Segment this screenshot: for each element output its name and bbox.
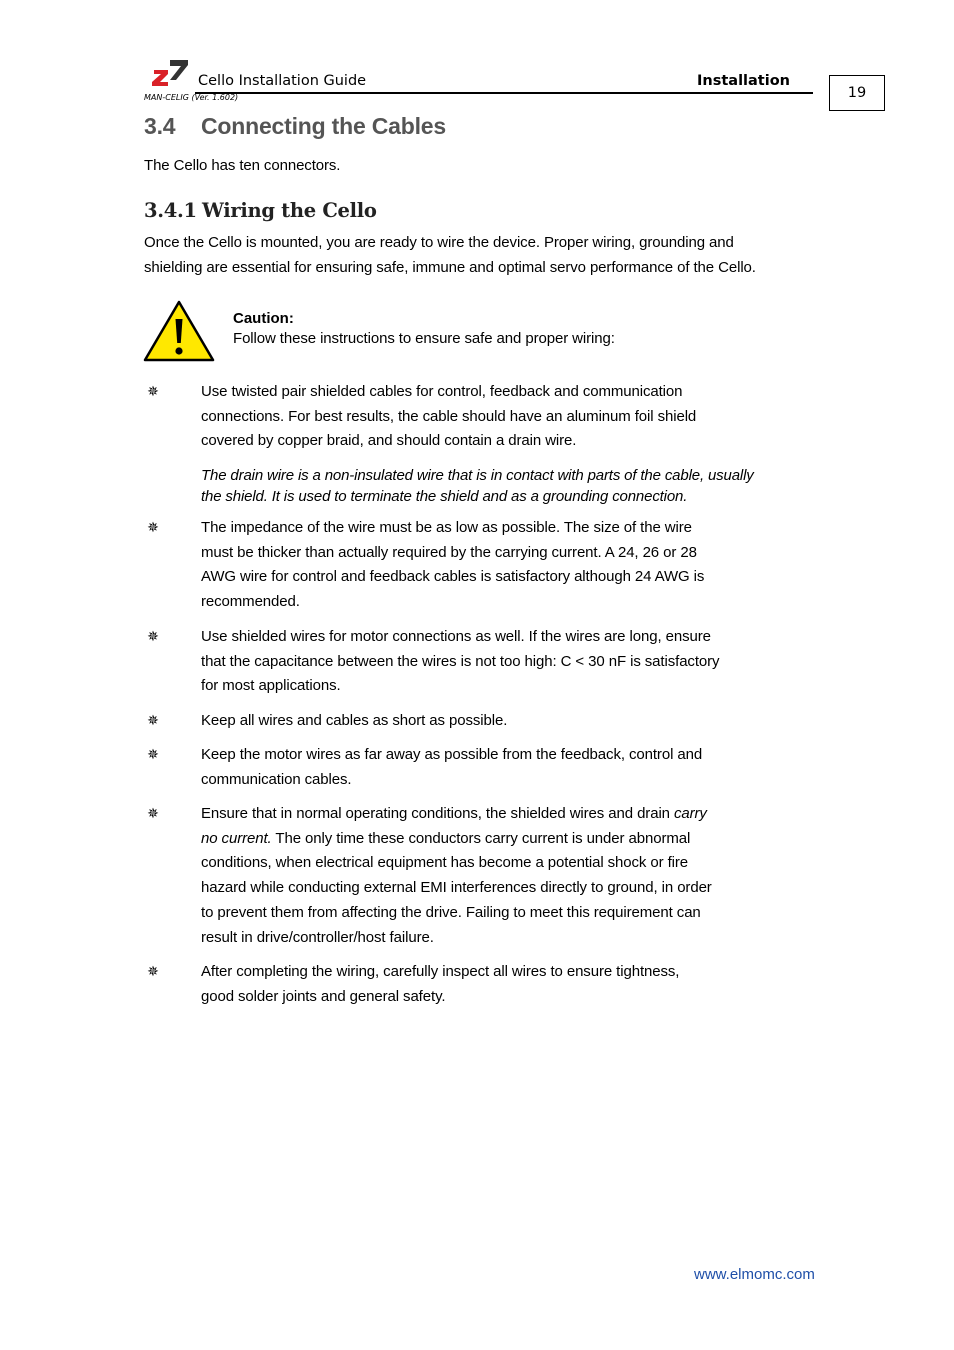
- bullet-line: Keep all wires and cables as short as possible.: [201, 712, 508, 729]
- bullet-item: [201, 516, 704, 615]
- bullet-item: [201, 380, 696, 454]
- bullet-line: good solder joints and general safety.: [201, 987, 446, 1005]
- note-line: the shield. It is used to terminate the shield and as a grounding connection.: [201, 488, 688, 505]
- bullet-line: Use twisted pair shielded cables for control, feedback and communication: [201, 383, 683, 400]
- document-title: Cello Installation Guide: [198, 73, 367, 89]
- bullet-line: [201, 802, 712, 827]
- bullet-icon: ✵: [147, 963, 159, 979]
- bullet-line: [201, 827, 712, 852]
- elmo-logo: [148, 58, 190, 88]
- bullet-item: [201, 709, 507, 734]
- bullet-line: to prevent them from affecting the drive. Failing to meet this requirement can: [201, 903, 701, 921]
- bullet-line: must be thicker than actually required by the carrying current. A 24, 26 or 28: [201, 543, 697, 561]
- bullet-item: [201, 743, 702, 792]
- section-heading: [144, 113, 446, 140]
- bullet-line: for most applications.: [201, 677, 341, 695]
- bullet-line: communication cables.: [201, 770, 352, 788]
- note-line: The drain wire is a non-insulated wire that is in contact with parts of the cable, usually: [201, 467, 754, 484]
- bullet-icon: ✵: [147, 746, 159, 762]
- bullet-text: Ensure that in normal operating conditions, the shielded wires and drain: [201, 805, 674, 822]
- bullet-icon: ✵: [147, 519, 159, 535]
- bullet-line: The impedance of the wire must be as low as possible. The size of the wire: [201, 519, 692, 536]
- bullet-item: [201, 625, 719, 699]
- paragraph-line: shielding are essential for ensuring safe, immune and optimal servo performance of the Cello.: [144, 258, 756, 276]
- bullet-line: Keep the motor wires as far away as possible from the feedback, control and: [201, 746, 703, 763]
- page-number: 19: [829, 75, 885, 111]
- bullet-line: connections. For best results, the cable should have an aluminum foil shield: [201, 407, 697, 425]
- paragraph-line: Once the Cello is mounted, you are ready to wire the device. Proper wiring, grounding and: [144, 234, 734, 251]
- footer-website-link[interactable]: www.elmomc.com: [694, 1266, 815, 1283]
- document-version: MAN-CELIG (Ver. 1.602): [144, 93, 239, 102]
- section-number: 3.4: [144, 113, 176, 139]
- header-section-name: Installation: [697, 73, 790, 89]
- bullet-item: [201, 960, 679, 1009]
- bullet-line: AWG wire for control and feedback cables is satisfactory although 24 AWG is: [201, 568, 705, 586]
- bullet-emphasis: carry: [674, 805, 707, 822]
- warning-triangle-icon: [143, 299, 215, 363]
- bullet-line: Use shielded wires for motor connections as well. If the wires are long, ensure: [201, 628, 711, 645]
- bullet-text: The only time these conductors carry current is under abnormal: [271, 829, 691, 847]
- bullet-icon: ✵: [147, 383, 159, 399]
- bullet-line: covered by copper braid, and should contain a drain wire.: [201, 432, 577, 450]
- bullet-item: [201, 802, 712, 950]
- bullet-icon: ✵: [147, 628, 159, 644]
- bullet-line: conditions, when electrical equipment has become a potential shock or fire: [201, 854, 689, 872]
- caution-text: Follow these instructions to ensure safe and proper wiring:: [233, 330, 615, 347]
- drain-wire-note: [201, 465, 754, 507]
- caution-title: Caution:: [233, 310, 294, 327]
- header-rule: [195, 92, 813, 94]
- bullet-icon: ✵: [147, 805, 159, 821]
- bullet-line: recommended.: [201, 593, 300, 611]
- subsection-title: Wiring the Cello: [202, 199, 377, 222]
- bullet-emphasis: no current.: [201, 829, 272, 847]
- subsection-heading: [144, 199, 377, 222]
- bullet-line: hazard while conducting external EMI interferences directly to ground, in order: [201, 879, 712, 897]
- bullet-line: result in drive/controller/host failure.: [201, 928, 434, 946]
- bullet-line: After completing the wiring, carefully inspect all wires to ensure tightness,: [201, 963, 680, 980]
- bullet-line: that the capacitance between the wires is not too high: C < 30 nF is satisfactory: [201, 652, 720, 670]
- section-intro: The Cello has ten connectors.: [144, 157, 341, 174]
- subsection-number: 3.4.1: [144, 199, 197, 222]
- bullet-icon: ✵: [147, 712, 159, 728]
- section-title: Connecting the Cables: [201, 113, 446, 139]
- subsection-paragraph: [144, 231, 756, 280]
